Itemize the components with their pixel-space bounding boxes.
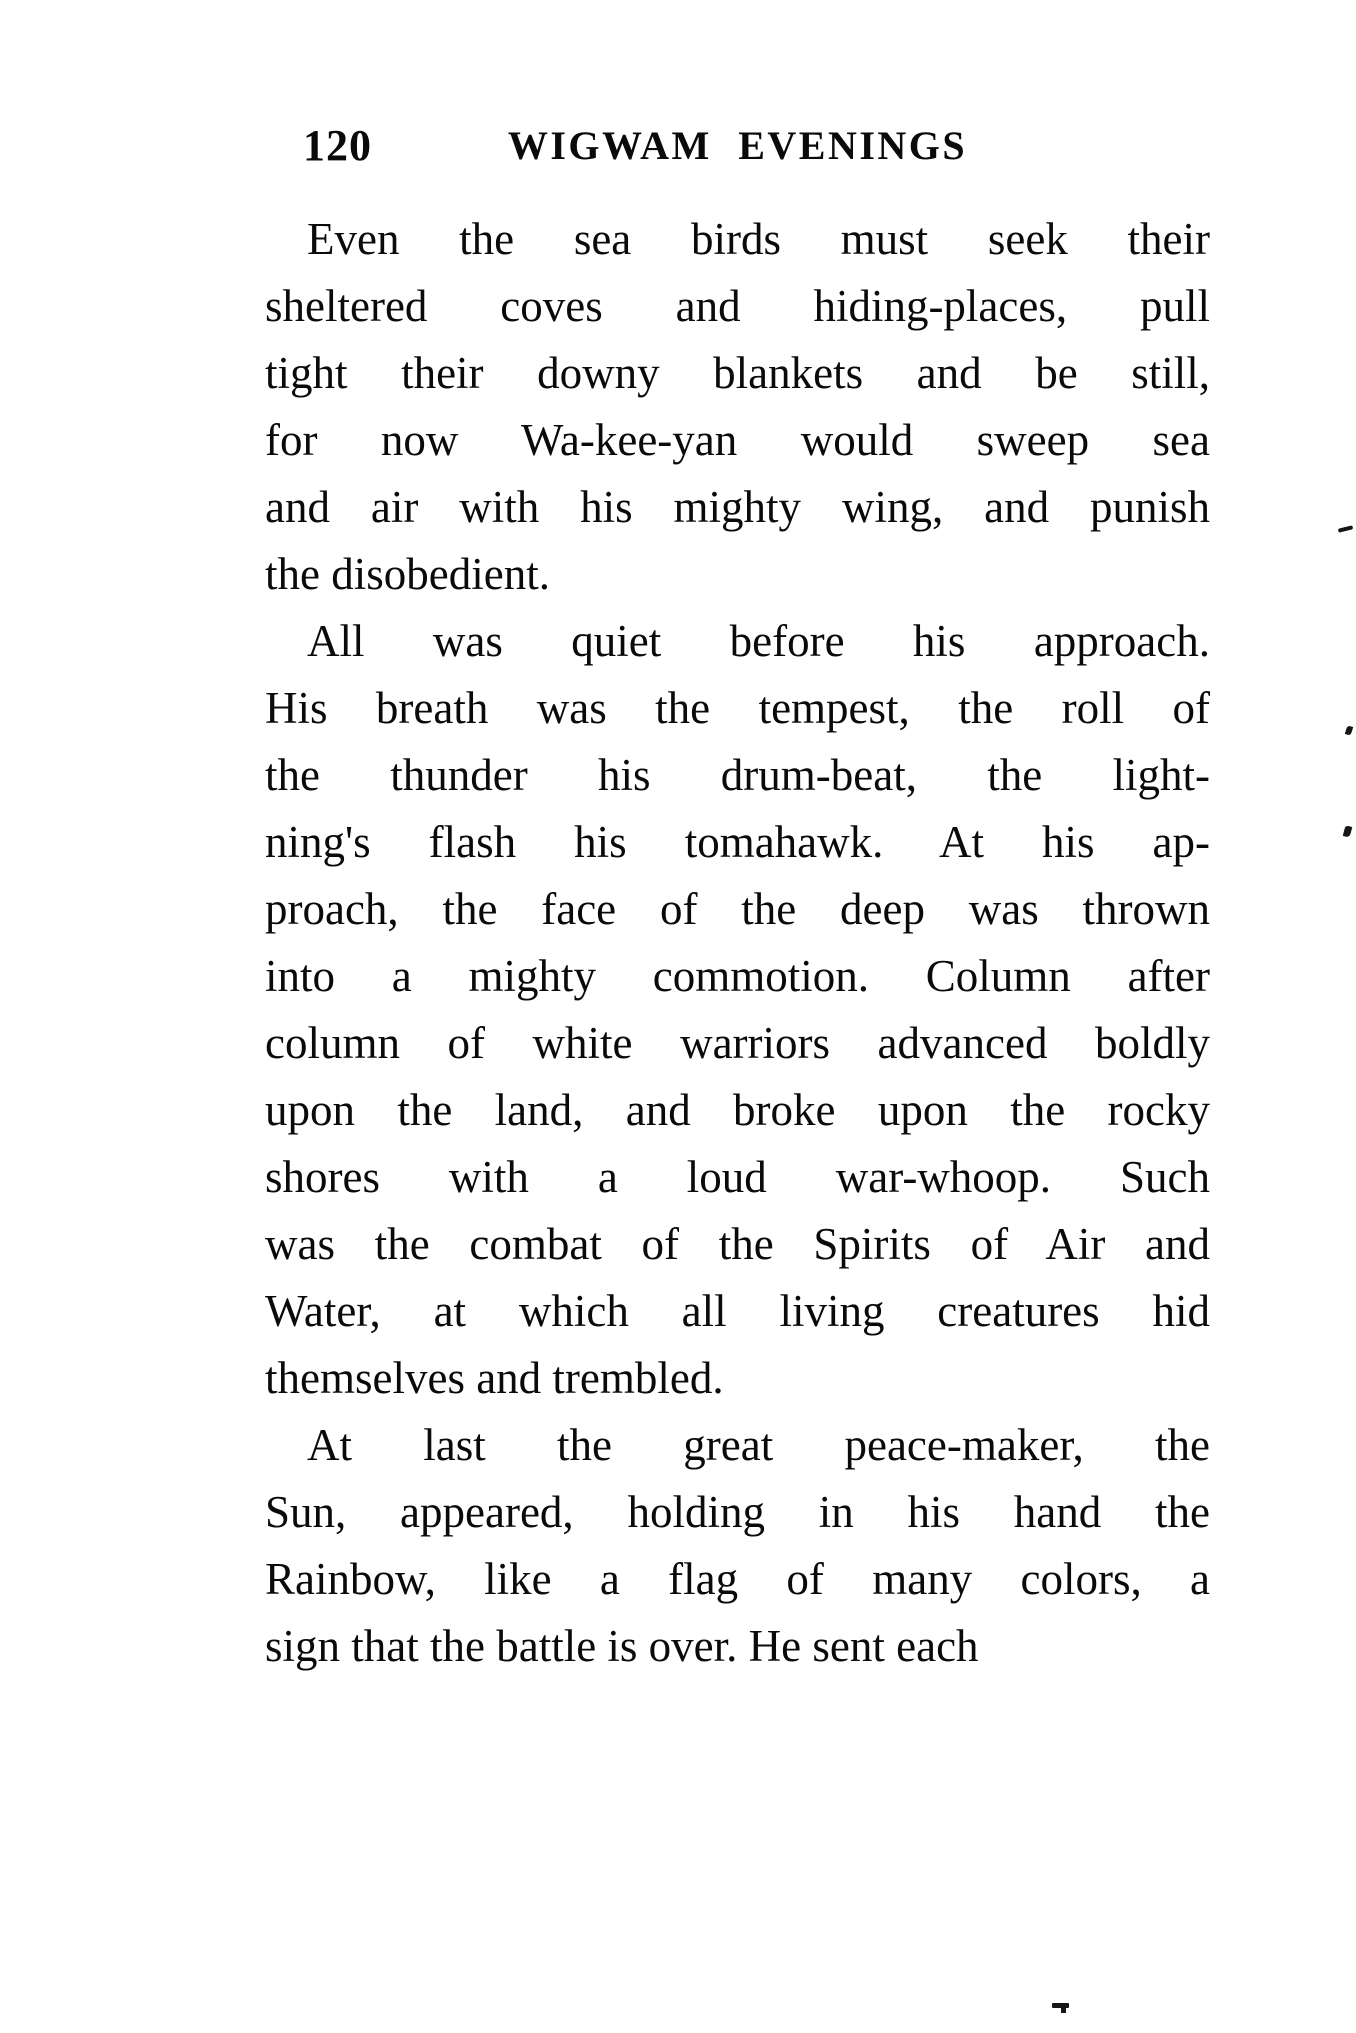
text-line: Sun, appeared, holding in his hand the xyxy=(265,1487,1210,1537)
text-line: Rainbow, like a flag of many colors, a xyxy=(265,1554,1210,1604)
text-line: His breath was the tempest, the roll of xyxy=(265,683,1210,733)
text-line: sheltered coves and hiding-places, pull xyxy=(265,281,1210,331)
text-line: and air with his mighty wing, and punish xyxy=(265,482,1210,532)
text-line: the thunder his drum-beat, the light- xyxy=(265,750,1210,800)
scan-speck xyxy=(1052,2003,1069,2008)
scan-speck xyxy=(1343,825,1353,837)
text-line: column of white warriors advanced boldly xyxy=(265,1018,1210,1068)
text-line: Water, at which all living creatures hid xyxy=(265,1286,1210,1336)
text-block xyxy=(265,206,1210,1680)
page-number: 120 xyxy=(303,121,372,170)
text-line: ning's flash his tomahawk. At his ap- xyxy=(265,817,1210,867)
paragraph xyxy=(265,1412,1210,1680)
scan-speck xyxy=(1345,725,1353,735)
text-line: sign that the battle is over. He sent each xyxy=(265,1621,979,1671)
paragraph xyxy=(265,206,1210,608)
text-line: was the combat of the Spirits of Air and xyxy=(265,1219,1210,1269)
text-line: the disobedient. xyxy=(265,549,550,599)
text-line: Even the sea birds must seek their xyxy=(307,214,1210,264)
text-line: for now Wa-kee-yan would sweep sea xyxy=(265,415,1210,465)
text-line: At last the great peace-maker, the xyxy=(307,1420,1210,1470)
text-line: tight their downy blankets and be still, xyxy=(265,348,1210,398)
page-title: WIGWAM EVENINGS xyxy=(507,123,968,168)
text-line: upon the land, and broke upon the rocky xyxy=(265,1085,1210,1135)
text-line: shores with a loud war-whoop. Such xyxy=(265,1152,1210,1202)
paragraph xyxy=(265,608,1210,1412)
text-line: into a mighty commotion. Column after xyxy=(265,951,1210,1001)
text-line: proach, the face of the deep was thrown xyxy=(265,884,1210,934)
text-line: themselves and trembled. xyxy=(265,1353,724,1403)
running-header xyxy=(265,120,1210,172)
scan-speck xyxy=(1338,525,1354,533)
text-line: All was quiet before his approach. xyxy=(307,616,1210,666)
